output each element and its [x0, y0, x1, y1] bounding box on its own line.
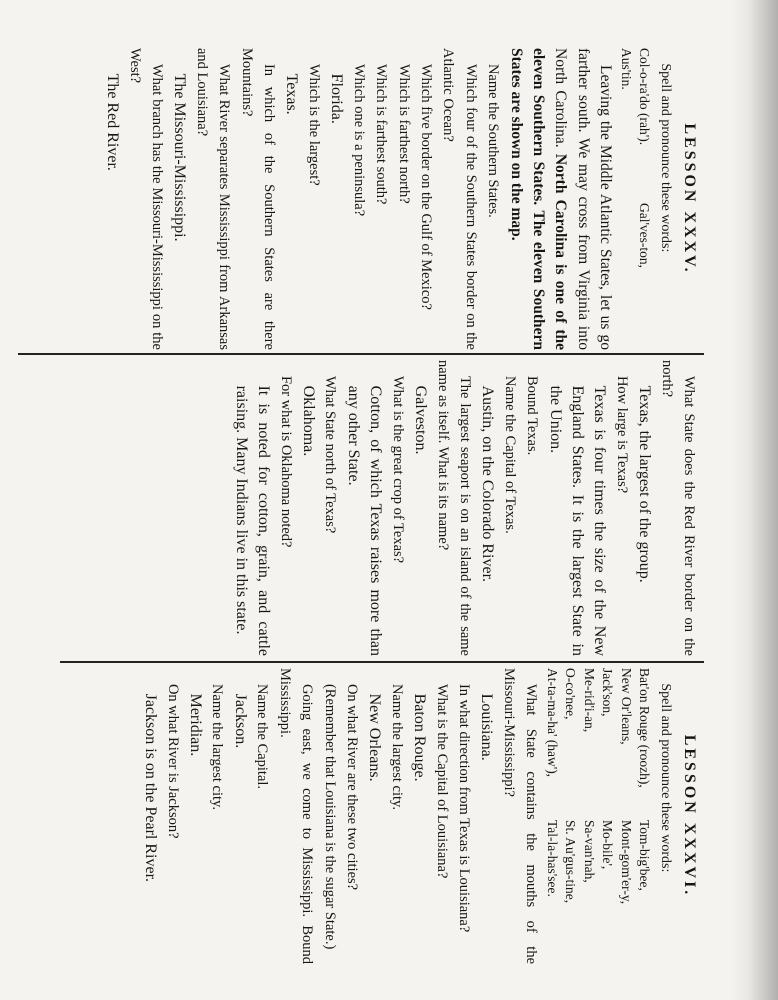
- answer: Galveston.: [412, 385, 430, 455]
- answer: Jackson.: [231, 693, 249, 749]
- question: Name the Capital of Texas.: [501, 375, 518, 534]
- question: What branch has the Missouri-Mississippi on the West?: [126, 48, 166, 350]
- question: Which is farthest north?: [395, 63, 412, 204]
- question: What River separates Mississippi from Arkansas and Louisiana?: [193, 48, 233, 350]
- lesson-35-paragraph: Leaving the Middle Atlantic States, let us go farther south. We may cross from Virginia into North Carolina. North Carolina is one of the eleven Southern States. The eleven Southern States are shown on the map.: [507, 48, 615, 350]
- answer: New Orleans.: [366, 693, 384, 782]
- question: What State does the Red River border on the north?: [658, 360, 697, 656]
- question: On what River are these two cities?: [343, 683, 360, 891]
- word-item: Mont-gom'er-y,: [618, 820, 634, 905]
- question: Name the largest city.: [388, 683, 405, 810]
- question: The largest seaport is on an island of the same name as itself. What is its name?: [434, 360, 473, 656]
- word-item: Col-o-ra'do (rah').: [637, 48, 653, 146]
- word-item: At-ta-ma-ha' (haw'),: [544, 668, 560, 778]
- answer: Baton Rouge.: [411, 693, 429, 782]
- question: What is the great crop of Texas?: [389, 375, 406, 564]
- lesson-35-spell-instruction: Spell and pronounce these words:: [657, 63, 673, 253]
- answer: Texas.: [283, 73, 301, 115]
- word-item: Aus'tin.: [618, 48, 634, 90]
- lesson-35-word-list: [616, 48, 653, 350]
- question: Which is farthest south?: [373, 63, 390, 205]
- answer: Jackson is on the Pearl River.: [142, 693, 160, 883]
- answer: Austin, on the Colorado River.: [479, 385, 497, 583]
- column-divider-bottom: [60, 661, 704, 663]
- question: What State north of Texas?: [322, 375, 339, 534]
- word-item: O-co'nee,: [563, 668, 579, 720]
- answer: Oklahoma.: [300, 385, 318, 457]
- answer: Louisiana.: [478, 693, 496, 761]
- lesson-35-title: LESSON XXXV.: [681, 123, 698, 275]
- answer: The Missouri-Mississippi.: [171, 73, 189, 242]
- note: (Remember that Louisiana is the sugar State.): [321, 683, 338, 950]
- lesson-36-word-list: [542, 668, 653, 964]
- answer: Texas is four times the size of the New England States. It is the largest State in the Union.: [546, 385, 609, 656]
- page-edge-shadow: [730, 0, 778, 1000]
- question: What State contains the mouths of the Missouri-Mississippi?: [500, 668, 540, 964]
- answer: The Red River.: [104, 73, 122, 171]
- word-item: Tom-big'bee,: [637, 820, 653, 891]
- question: Which four of the Southern States border on the Atlantic Ocean?: [440, 48, 479, 350]
- column-divider-top: [18, 353, 704, 355]
- lesson-35-column: [50, 48, 700, 350]
- question: Which one is a peninsula?: [350, 63, 367, 217]
- word-item: Jack'son,: [600, 668, 616, 717]
- question: In what direction from Texas is Louisiana?: [455, 683, 472, 933]
- answer: Florida.: [328, 73, 346, 124]
- question: How large is Texas?: [613, 375, 630, 494]
- answer: Texas, the largest of the group.: [636, 385, 654, 583]
- answer: Cotton, of which Texas raises more than any other State.: [344, 385, 385, 656]
- question: Which is the largest?: [305, 63, 322, 186]
- word-item: Me-rid'i-an,: [581, 668, 597, 733]
- word-item: Bat'on Rouge (roozh),: [637, 668, 653, 788]
- question: In which of the Southern States are there Mountains?: [238, 48, 278, 350]
- question: Name the largest city.: [209, 683, 226, 810]
- question: For what is Oklahoma noted?: [277, 375, 294, 548]
- word-item: Tal-la-has'see.: [544, 820, 560, 897]
- paragraph: Going east, we come to Mississippi. Bound Mississippi.: [276, 668, 316, 964]
- answer: Meridian.: [187, 693, 205, 757]
- question: On what River is Jackson?: [164, 683, 181, 839]
- lesson-36-spell-instruction: Spell and pronounce these words:: [657, 683, 673, 873]
- word-item: Sa-van'nah,: [581, 820, 597, 883]
- texas-column: [52, 360, 700, 656]
- word-item: New Or'leans,: [618, 668, 634, 745]
- answer: It is noted for cotton, grain, and cattle raising. Many Indians live in this state.: [232, 385, 273, 656]
- word-item: St. Au'gus-tine,: [563, 820, 579, 904]
- word-item: Gal'ves-ton,: [637, 203, 653, 269]
- lesson-36-column: [52, 668, 700, 964]
- question: Name the Capital.: [254, 683, 271, 790]
- question: Bound Texas.: [524, 375, 541, 456]
- lesson-36-title: LESSON XXXVI.: [681, 734, 698, 898]
- question: Which five border on the Gulf of Mexico?: [417, 63, 434, 310]
- question: Name the Southern States.: [485, 63, 502, 218]
- word-item: Mo-bile',: [600, 820, 616, 870]
- question: What is the Capital of Louisiana?: [433, 683, 450, 879]
